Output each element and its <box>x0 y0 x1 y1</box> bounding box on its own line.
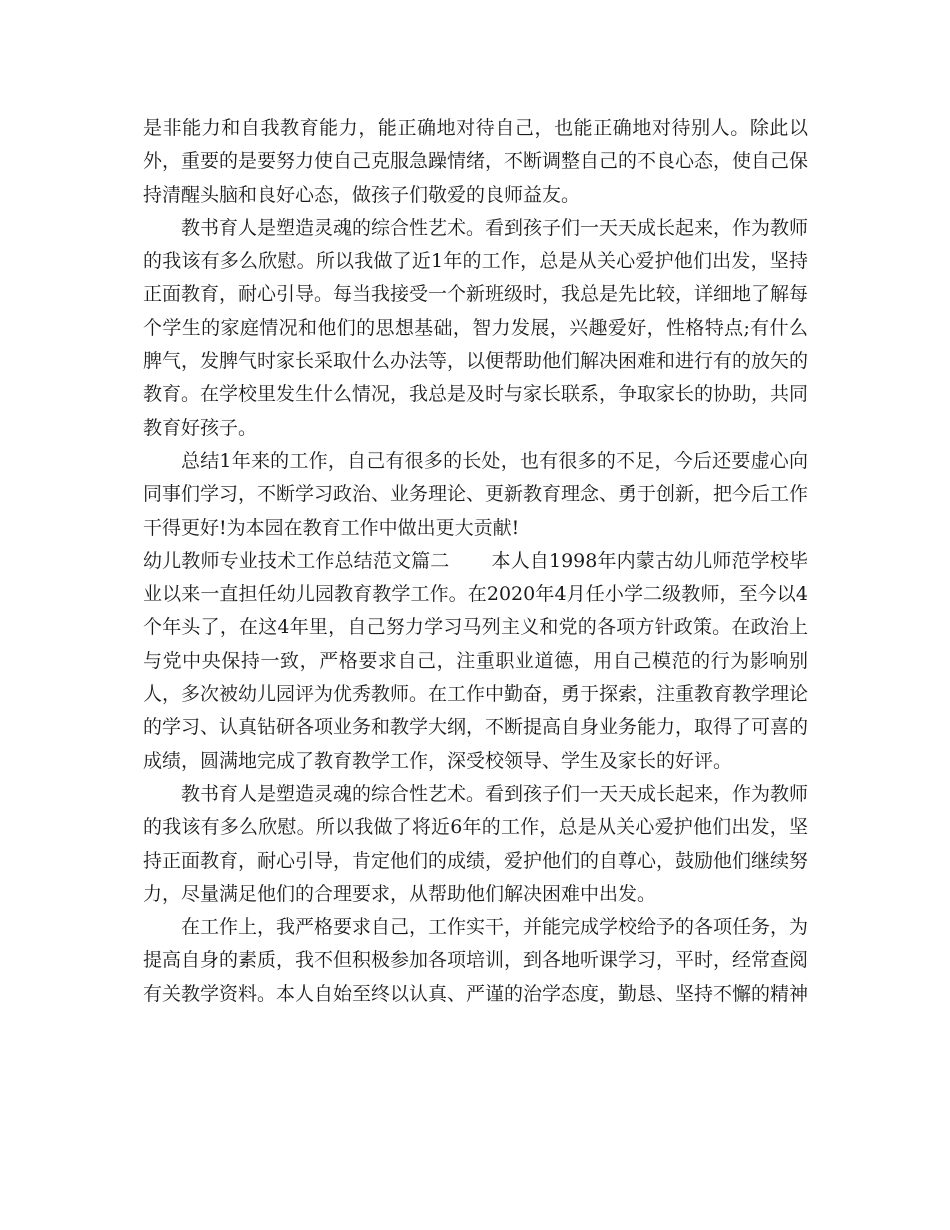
section-title: 幼儿教师专业技术工作总结范文篇二 <box>143 549 450 572</box>
paragraph-6: 在工作上，我严格要求自己，工作实干，并能完成学校给予的各项任务，为提高自身的素质，我不但积极参加各项培训，到各地听课学习，平时，经常查阅有关教学资料。本人自始至终以认真、严谨的治学态度，勤恳、坚持不懈的精神 <box>143 916 809 1005</box>
paragraph-5: 教书育人是塑造灵魂的综合性艺术。看到孩子们一天天成长起来，作为教师的我该有多么欣慰。所以我做了将近6年的工作，总是从关心爱护他们出发，坚持正面教育，耐心引导，肯定他们的成绩，爱护他们的自尊心，鼓励他们继续努力，尽量满足他们的合理要求，从帮助他们解决困难中出发。 <box>143 782 809 905</box>
paragraph-2: 教书育人是塑造灵魂的综合性艺术。看到孩子们一天天成长起来，作为教师的我该有多么欣慰。所以我做了近1年的工作，总是从关心爱护他们出发，坚持正面教育，耐心引导。每当我接受一个新班级时，我总是先比较，详细地了解每个学生的家庭情况和他们的思想基础，智力发展，兴趣爱好，性格特点;有什么脾气，发脾气时家长采取什么办法等，以便帮助他们解决困难和进行有的放矢的教育。在学校里发生什么情况，我总是及时与家长联系，争取家长的协助，共同教育好孩子。 <box>143 216 809 439</box>
paragraph-4 <box>143 545 808 778</box>
document-page <box>143 112 808 1011</box>
paragraph-4-body: 本人自1998年内蒙古幼儿师范学校毕业以来一直担任幼儿园教育教学工作。在2020年4月任小学二级教师，至今以4个年头了，在这4年里，自己努力学习马列主义和党的各项方针政策。在政治上与党中央保持一致，严格要求自己，注重职业道德，用自己模范的行为影响别人，多次被幼儿园评为优秀教师。在工作中勤奋，勇于探索，注重教育教学理论的学习、认真钻研各项业务和教学大纲，不断提高自身业务能力，取得了可喜的成绩，圆满地完成了教育教学工作，深受校领导、学生及家长的好评。 <box>143 549 809 772</box>
paragraph-3: 总结1年来的工作，自己有很多的长处，也有很多的不足，今后还要虚心向同事们学习，不断学习政治、业务理论、更新教育理念、勇于创新，把今后工作干得更好!为本园在教育工作中做出更大贡献! <box>143 449 809 539</box>
paragraph-1: 是非能力和自我教育能力，能正确地对待自己，也能正确地对待别人。除此以外，重要的是要努力使自己克服急躁情绪，不断调整自己的不良心态，使自己保持清醒头脑和良好心态，做孩子们敬爱的良师益友。 <box>143 117 809 206</box>
